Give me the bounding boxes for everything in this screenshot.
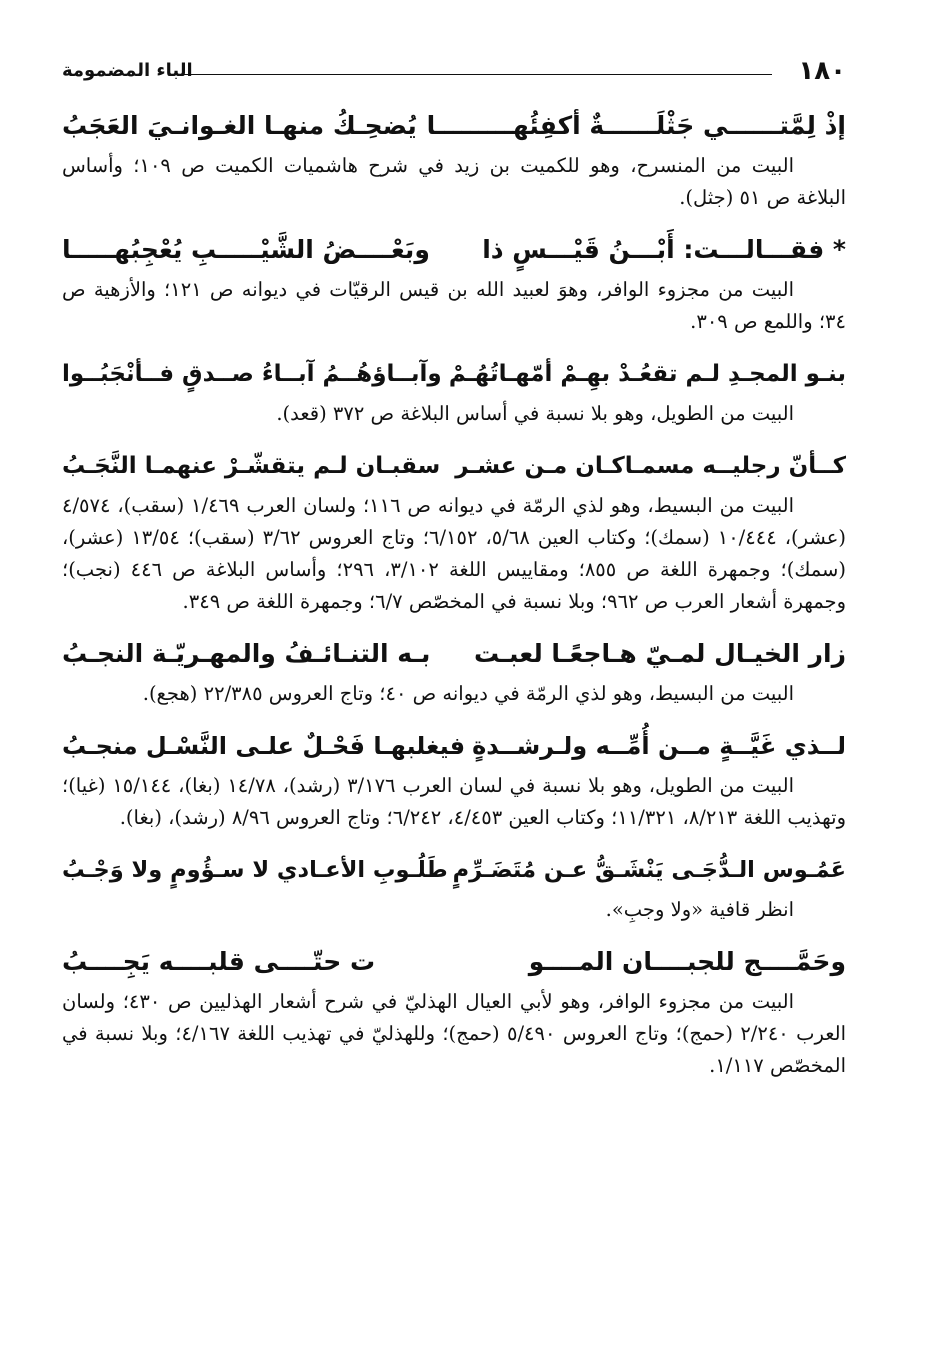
verse-entry (62, 352, 846, 430)
running-section-title: الباء المضمومة (62, 60, 193, 81)
second-hemistich: وآبــاؤهُــمُ آبــاءُ صــدقٍ فــأنْجَبُــوا (62, 361, 442, 387)
verse-line (62, 444, 846, 488)
verse-entry (62, 940, 846, 1082)
source-note: انظر قافية «ولا وجبِ». (605, 898, 794, 921)
verse-entry (62, 444, 846, 618)
source-note: البيت من المنسرح، وهو للكميت بن زيد في شرح هاشميات الكميت ص ١٠٩؛ وأساس البلاغة ص ٥١ (جثل). (62, 154, 846, 209)
second-hemistich: بـه التنـائـفُ والمهـريّـة النجـبُ (62, 639, 431, 668)
verse-line (62, 848, 846, 892)
source-note: البيت من البسيط، وهو لذي الرمّة في ديوانه ص ٤٠؛ وتاج العروس ٢٢/٣٨٥ (هجع). (142, 682, 794, 705)
source-note: البيت من الطويل، وهو بلا نسبة في لسان العرب ٣/١٧٦ (رشد)، ١٤/٧٨ (بغا)، ١٥/١٤٤ (غيا)؛ وتهذيب اللغة ٨/٢١٣، ١١/٣٢١؛ وكتاب العين ٤/٤٥٣، ٦/٢٤٢؛ وتاج العروس ٨/٩٦ (رشد)، (بغا). (62, 774, 846, 829)
second-hemistich: طَلُـوبِ الأعـادي لا سـؤُومٍ ولا وَجْـبُ (62, 857, 448, 883)
page-header (62, 56, 846, 90)
first-hemistich: بنـو المجـدِ لـم تقعُـدْ بهِـمْ أمّهـاتُهُـمْ (448, 361, 846, 387)
second-hemistich: فيغلبهـا فَحْـلٌ علـى النَّسْـل منجـبُ (62, 732, 466, 760)
verse-line (62, 724, 846, 768)
first-hemistich: * فقـــالـــت: أَبْـــنُ قَيْـــسٍ ذا (482, 235, 846, 264)
first-hemistich: وحَمَّــــج للجبــــان المــــو (528, 947, 846, 976)
first-hemistich: زار الخيـال لمـيّ هـاجعًـا لعبـت (474, 639, 846, 668)
first-hemistich: لــذي غَيَّــةٍ مــن أُمِّــه ولـرشــدةٍ (472, 732, 846, 760)
second-hemistich: يُضحِـكُ منهـا الغـوانـيَ العَجَبُ (62, 111, 417, 140)
verse-line (62, 352, 846, 396)
source-note: البيت من الطويل، وهو بلا نسبة في أساس البلاغة ص ٣٧٢ (قعد). (276, 402, 794, 425)
first-hemistich: كــأنّ رجليــه مسمـاكـان مـن عشـر (455, 453, 846, 479)
first-hemistich: عَمُـوس الـدُّجَـى يَنْشَـقُّ عـن مُتَضَـرِّمٍ (452, 857, 846, 883)
source-note: البيت من البسيط، وهو لذي الرمّة في ديوانه ص ١١٦؛ ولسان العرب ١/٤٦٩ (سقب)، ٤/٥٧٤ (عشر)، ١٠/٤٤٤ (سمك)؛ وكتاب العين ٥/٦٨، ٦/١٥٢؛ وتاج العروس ٣/٦٢ (سقب)؛ ١٣/٥٤ (عشر)، (سمك)؛ وجمهرة اللغة ص ٨٥٥؛ ومقاييس اللغة ٣/١٠٢، ٢٩٦؛ وأساس البلاغة ص ٤٤٦ (نجب)؛ وجمهرة أشعار العرب ص ٩٦٢؛ وبلا نسبة في المخصّص ٦/٧؛ وجمهرة اللغة ص ٣٤٩. (62, 494, 847, 613)
first-hemistich: إذْ لِمَّتــــــي جَثْلَــــــةٌ أكفِئُهـــــــــا (426, 111, 846, 140)
source-note: البيت من مجزوء الوافر، وهو لأبي العيال الهذليّ في شرح أشعار الهذليين ص ٤٣٠؛ ولسان العرب ٢/٢٤٠ (حمج)؛ وتاج العروس ٥/٤٩٠ (حمج)؛ وللهذليّ في تهذيب اللغة ٤/١٦٧؛ وبلا نسبة في المخصّص ١/١١٧. (62, 990, 847, 1077)
second-hemistich: ت حتّــــى قلبــــه يَجِــــبُ (62, 947, 376, 976)
verse-entry (62, 632, 846, 710)
second-hemistich: وبَعْــــضُ الشَّيْـــــبِ يُعْجِبُهـــــا (62, 235, 430, 264)
verse-line (62, 940, 846, 984)
verse-entry (62, 228, 846, 338)
verse-line (62, 228, 846, 272)
header-rule (180, 74, 772, 75)
verse-entry (62, 848, 846, 926)
verse-entry (62, 724, 846, 834)
source-note: البيت من مجزوء الوافر، وهوَ لعبيد الله بن قيس الرقيّات في ديوانه ص ١٢١؛ والأزهية ص ٣٤؛ واللمع ص ٣٠٩. (62, 278, 846, 333)
page-number: ١٨٠ (798, 56, 846, 86)
verse-entries (62, 104, 846, 1096)
second-hemistich: سقبـان لـم يتقشّـرْ عنهمـا النَّجَـبُ (62, 453, 441, 479)
verse-line (62, 104, 846, 148)
verse-line (62, 632, 846, 676)
verse-entry (62, 104, 846, 214)
